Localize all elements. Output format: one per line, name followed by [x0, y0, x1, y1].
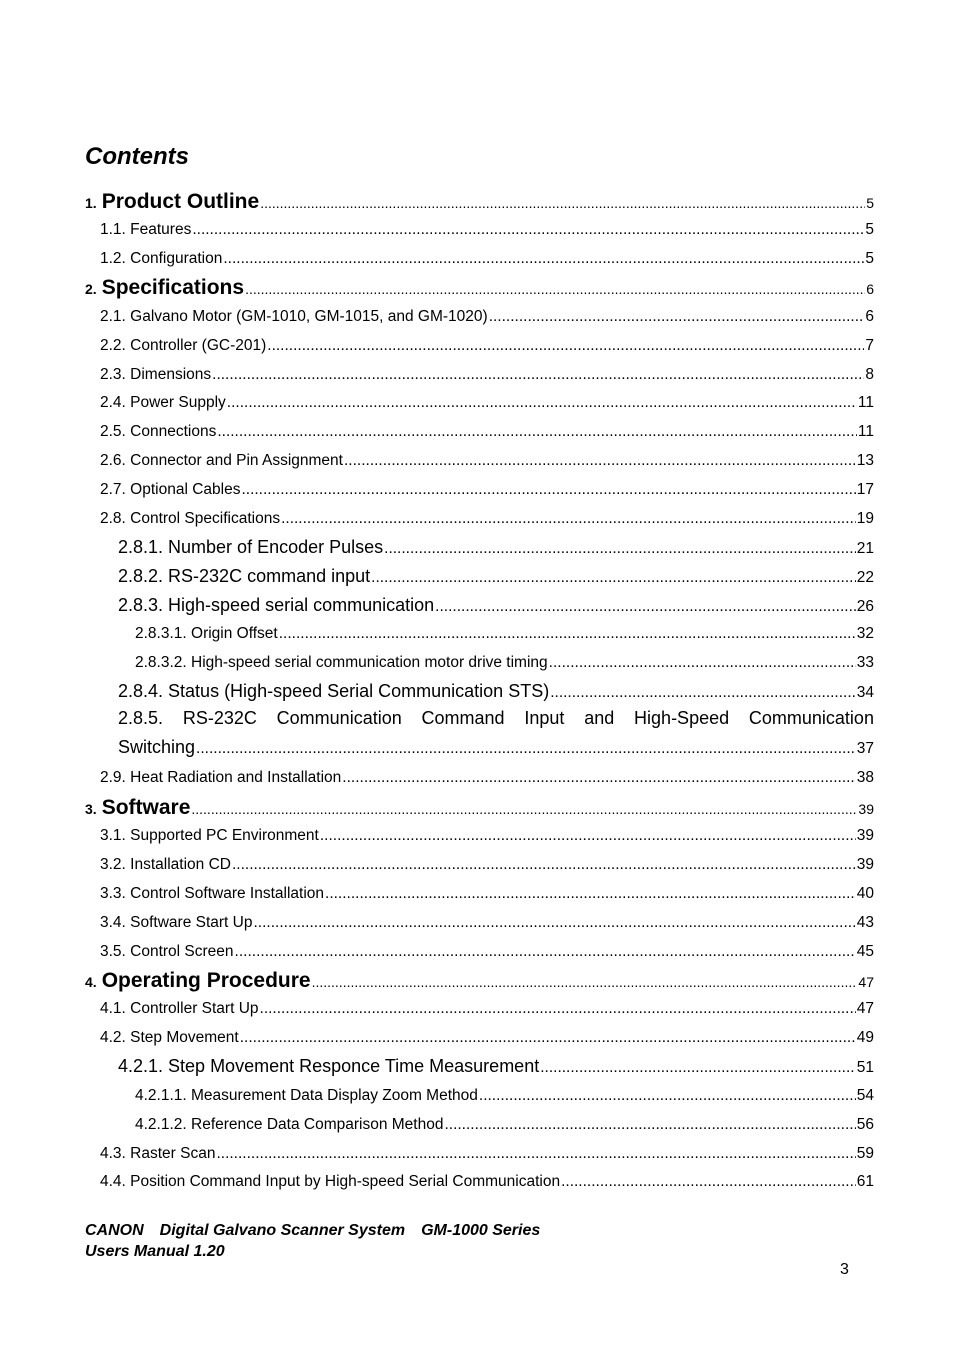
leader-dots — [479, 1087, 856, 1105]
leader-dots — [325, 885, 856, 903]
chapter-number: 1. — [85, 195, 97, 211]
toc-entry[interactable] — [135, 654, 874, 672]
toc-title: 4.1. Controller Start Up — [100, 1000, 259, 1017]
toc-page-number: 5 — [865, 221, 874, 238]
toc-entry[interactable] — [135, 1087, 874, 1105]
toc-title: Product Outline — [101, 190, 260, 213]
toc-entry[interactable] — [100, 394, 874, 412]
chapter-number: 4. — [85, 974, 97, 990]
toc-page-number: 17 — [856, 481, 874, 498]
toc-page-number: 38 — [856, 769, 874, 786]
toc-entry[interactable] — [118, 737, 874, 758]
leader-dots — [435, 598, 856, 616]
toc-title: 4.4. Position Command Input by High-speed Serial Communication — [100, 1173, 561, 1190]
toc-page-number: 6 — [866, 281, 874, 297]
page-title: Contents — [85, 143, 189, 170]
toc-entry[interactable] — [118, 566, 874, 587]
toc-page-number: 11 — [857, 394, 874, 411]
toc-entry[interactable] — [100, 827, 874, 845]
leader-dots — [196, 740, 856, 758]
toc-title: 3.2. Installation CD — [100, 856, 231, 873]
toc-title: 3.3. Control Software Installation — [100, 885, 325, 902]
toc-entry[interactable] — [100, 914, 874, 932]
leader-dots — [342, 769, 855, 787]
toc-page-number: 11 — [857, 423, 874, 440]
toc-page-number: 47 — [856, 1000, 874, 1017]
leader-dots — [217, 423, 857, 441]
leader-dots — [344, 452, 856, 470]
toc-title: 4.3. Raster Scan — [100, 1145, 216, 1162]
leader-dots — [260, 1000, 856, 1018]
toc-entry-chapter-3[interactable] — [85, 796, 874, 820]
toc-page-number: 51 — [856, 1059, 874, 1076]
toc-title: 2.8.3.1. Origin Offset — [135, 625, 278, 642]
toc-page-number: 34 — [856, 684, 874, 701]
toc-title: 1.1. Features — [100, 221, 192, 238]
toc-page-number: 7 — [865, 337, 874, 354]
toc-entry[interactable] — [100, 1173, 874, 1191]
toc-title: Software — [101, 796, 191, 819]
toc-title: 2.8.4. Status (High-speed Serial Communication STS) — [118, 681, 550, 701]
toc-page-number: 43 — [856, 914, 874, 931]
chapter-number: 3. — [85, 801, 97, 817]
toc-title: 3.4. Software Start Up — [100, 914, 253, 931]
document-footer — [85, 1220, 540, 1262]
toc-entry[interactable] — [100, 423, 874, 441]
leader-dots — [561, 1173, 856, 1191]
chapter-number: 2. — [85, 281, 97, 297]
toc-entry-chapter-1[interactable] — [85, 190, 874, 214]
toc-page-number: 37 — [856, 740, 874, 757]
toc-entry[interactable] — [100, 510, 874, 528]
leader-dots — [371, 569, 856, 587]
leader-dots — [281, 510, 856, 528]
toc-title: 2.3. Dimensions — [100, 366, 212, 383]
toc-page-number: 26 — [856, 598, 874, 615]
toc-entry[interactable] — [135, 1116, 874, 1134]
toc-page-number: 6 — [865, 308, 874, 325]
toc-entry[interactable] — [100, 366, 874, 384]
toc-page-number: 8 — [865, 366, 874, 383]
leader-dots — [245, 281, 865, 297]
toc-page-number: 32 — [856, 625, 874, 642]
toc-title: 2.7. Optional Cables — [100, 481, 241, 498]
leader-dots — [384, 540, 856, 558]
toc-page-number: 45 — [856, 943, 874, 960]
toc-title: 4.2. Step Movement — [100, 1029, 239, 1046]
leader-dots — [235, 943, 856, 961]
toc-page-number: 21 — [856, 540, 874, 557]
toc-page-number: 56 — [856, 1116, 874, 1133]
toc-title: 2.8.3. High-speed serial communication — [118, 595, 435, 615]
toc-entry[interactable] — [135, 625, 874, 643]
toc-page-number: 49 — [856, 1029, 874, 1046]
toc-title-word: Input — [524, 708, 565, 728]
toc-title-word: High-Speed — [634, 708, 730, 728]
toc-title-word: Command — [421, 708, 505, 728]
toc-entry[interactable] — [100, 481, 874, 499]
toc-title: Operating Procedure — [101, 969, 311, 992]
toc-page-number: 54 — [856, 1087, 874, 1104]
toc-title: 4.2.1.2. Reference Data Comparison Method — [135, 1116, 444, 1133]
leader-dots — [267, 337, 864, 355]
leader-dots — [192, 221, 864, 239]
toc-entry[interactable] — [118, 595, 874, 616]
toc-page-number: 39 — [856, 827, 874, 844]
toc-entry[interactable] — [118, 537, 874, 558]
leader-dots — [320, 827, 856, 845]
leader-dots — [191, 801, 857, 817]
toc-page-number: 19 — [856, 510, 874, 527]
toc-title: 2.8. Control Specifications — [100, 510, 281, 527]
leader-dots — [223, 250, 864, 268]
toc-title: 2.9. Heat Radiation and Installation — [100, 769, 342, 786]
leader-dots — [550, 684, 856, 702]
toc-entry[interactable] — [100, 856, 874, 874]
leader-dots — [216, 1145, 855, 1163]
toc-title: 4.2.1. Step Movement Responce Time Measurement — [118, 1056, 540, 1076]
toc-page-number: 39 — [858, 801, 874, 817]
toc-title: 2.8.1. Number of Encoder Pulses — [118, 537, 384, 557]
toc-page-number: 33 — [856, 654, 874, 671]
toc-entry[interactable] — [100, 221, 874, 239]
toc-page-number: 39 — [856, 856, 874, 873]
leader-dots — [260, 195, 865, 211]
toc-title: 3.5. Control Screen — [100, 943, 234, 960]
toc-title-word: 2.8.5. — [118, 708, 164, 728]
leader-dots — [444, 1116, 855, 1134]
toc-title: 2.1. Galvano Motor (GM-1010, GM-1015, and GM-1020) — [100, 308, 488, 325]
leader-dots — [540, 1059, 856, 1077]
toc-page-number: 5 — [865, 250, 874, 267]
leader-dots — [279, 625, 856, 643]
toc-entry-chapter-2[interactable] — [85, 276, 874, 300]
toc-page-number: 40 — [856, 885, 874, 902]
toc-entry[interactable] — [100, 1145, 874, 1163]
toc-page-number: 22 — [856, 569, 874, 586]
footer-series: GM-1000 Series — [421, 1222, 541, 1239]
toc-page-number: 47 — [858, 974, 874, 990]
toc-title: Specifications — [101, 276, 245, 299]
leader-dots — [254, 914, 856, 932]
toc-entry[interactable] — [100, 769, 874, 787]
toc-title-word: Communication — [276, 708, 402, 728]
toc-entry[interactable] — [100, 250, 874, 268]
leader-dots — [240, 1029, 856, 1047]
toc-entry[interactable] — [100, 308, 874, 326]
toc-title: 2.8.3.2. High-speed serial communication motor drive timing — [135, 654, 548, 671]
toc-entry[interactable] — [100, 337, 874, 355]
toc-title-word: Communication — [748, 708, 874, 728]
leader-dots — [312, 974, 858, 990]
toc-entry[interactable] — [118, 1056, 874, 1077]
toc-title: Switching — [118, 737, 196, 757]
toc-title: 1.2. Configuration — [100, 250, 223, 267]
toc-title: 2.5. Connections — [100, 423, 217, 440]
toc-page-number: 5 — [866, 195, 874, 211]
page-number: 3 — [840, 1261, 849, 1278]
footer-line-1 — [85, 1220, 540, 1241]
toc-title: 2.6. Connector and Pin Assignment — [100, 452, 343, 469]
leader-dots — [212, 366, 864, 384]
toc-entry[interactable] — [100, 1000, 874, 1018]
toc-page-number: 13 — [856, 452, 874, 469]
leader-dots — [227, 394, 857, 412]
toc-title: 3.1. Supported PC Environment — [100, 827, 319, 844]
toc-entry-wrapped-line[interactable] — [118, 708, 874, 729]
toc-title: 2.8.2. RS-232C command input — [118, 566, 371, 586]
toc-entry[interactable] — [100, 943, 874, 961]
leader-dots — [549, 654, 856, 672]
toc-title: 2.4. Power Supply — [100, 394, 226, 411]
toc-page-number: 59 — [856, 1145, 874, 1162]
toc-entry-chapter-4[interactable] — [85, 969, 874, 993]
toc-entry[interactable] — [100, 452, 874, 470]
toc-entry[interactable] — [100, 1029, 874, 1047]
toc-page-number: 61 — [856, 1173, 874, 1190]
toc-title-word: and — [584, 708, 615, 728]
footer-brand: CANON — [85, 1222, 144, 1239]
footer-manual-version: Users Manual 1.20 — [85, 1243, 225, 1260]
leader-dots — [241, 481, 855, 499]
toc-entry[interactable] — [100, 885, 874, 903]
toc-title-word: RS-232C — [182, 708, 257, 728]
leader-dots — [489, 308, 865, 326]
toc-title: 4.2.1.1. Measurement Data Display Zoom Method — [135, 1087, 478, 1104]
footer-product: Digital Galvano Scanner System — [159, 1222, 406, 1239]
toc-entry[interactable] — [118, 681, 874, 702]
toc-title: 2.2. Controller (GC-201) — [100, 337, 267, 354]
leader-dots — [232, 856, 856, 874]
